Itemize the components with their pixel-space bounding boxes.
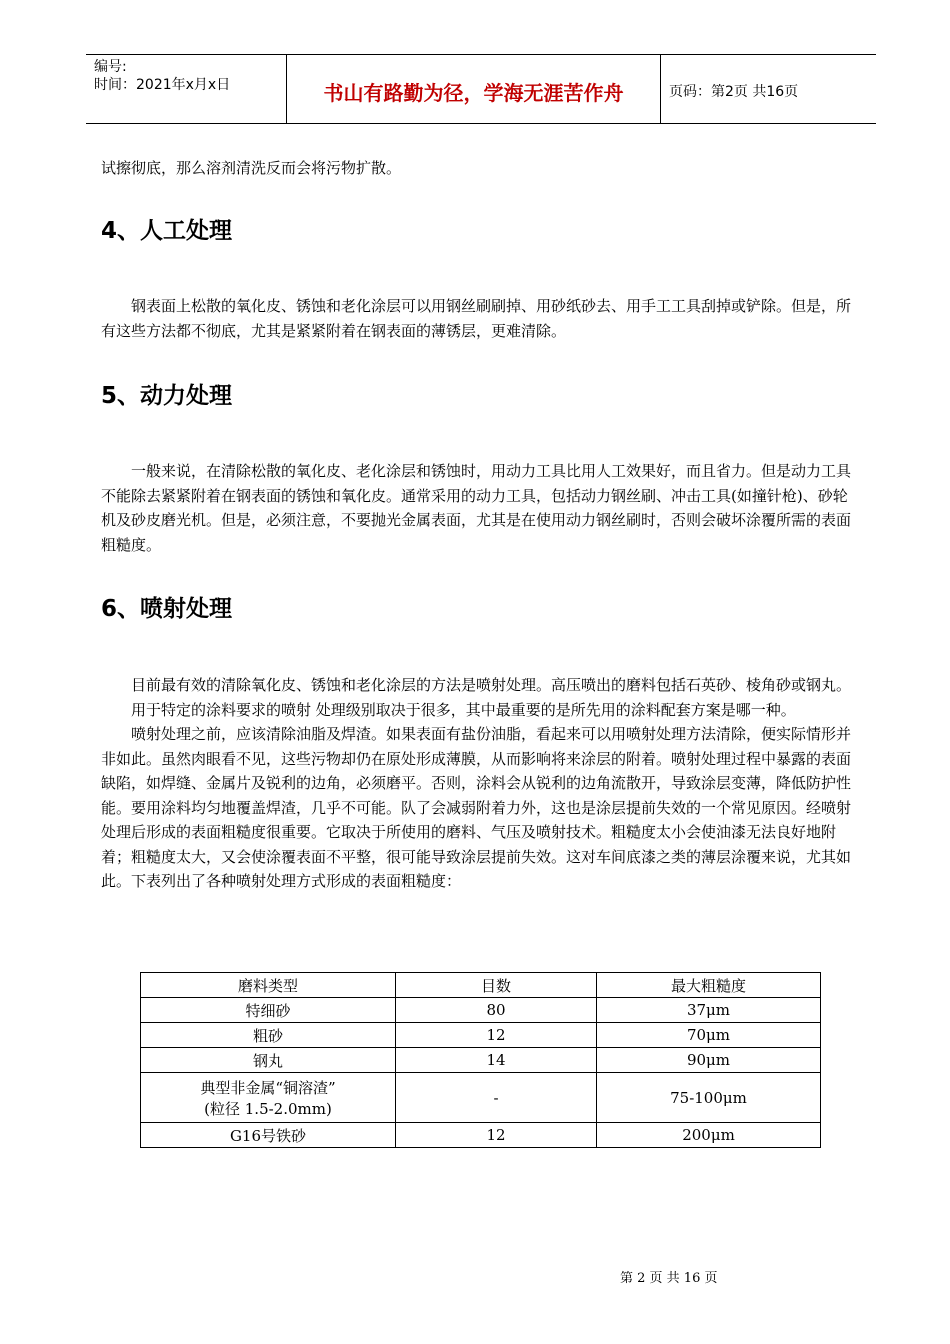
header-meta	[86, 55, 286, 123]
section-title-power: 5、动力处理	[101, 383, 233, 409]
header-page-info: 页码：第2页 共16页	[669, 84, 799, 100]
table-cell: 70μm	[597, 1023, 821, 1048]
table-cell-line: 典型非金属“铜溶渣”	[200, 1078, 336, 1097]
table-header-cell: 磨料类型	[141, 973, 396, 998]
section-paragraph: 一般来说，在清除松散的氧化皮、老化涂层和锈蚀时，用动力工具比用人工效果好，而且省力。但是动力工具不能除去紧紧附着在钢表面的锈蚀和氧化皮。通常采用的动力工具，包括动力钢丝刷、冲击工具(如撞针枪)、砂轮机及砂皮磨光机。但是，必须注意，不要抛光金属表面，尤其是在使用动力钢丝刷时，否则会破坏涂覆所需的表面粗糙度。	[101, 462, 852, 554]
intro-line: 试擦彻底，那么溶剂清洗反而会将污物扩散。	[101, 159, 402, 177]
table-row	[141, 998, 821, 1023]
number-label: 编号:	[94, 59, 127, 75]
table-cell: 特细砂	[141, 998, 396, 1023]
table-cell: 37μm	[597, 998, 821, 1023]
table-cell: 200μm	[597, 1123, 821, 1148]
page-footer: 第 2 页 共 16 页	[620, 1271, 718, 1286]
table-header-cell: 目数	[396, 973, 597, 998]
table-cell: 粗砂	[141, 1023, 396, 1048]
table-row	[141, 1123, 821, 1148]
time-label: 时间：2021年x月x日	[94, 77, 231, 93]
section-paragraph: 喷射处理之前，应该清除油脂及焊渣。如果表面有盐份油脂，看起来可以用喷射处理方法清除，便实际情形并非如此。虽然肉眼看不见，这些污物却仍在原处形成薄膜，从而影响将来涂层的附着。喷射处理过程中暴露的表面缺陷，如焊缝、金属片及锐利的边角，必须磨平。否则，涂料会从锐利的边角流散开，导致涂层变薄，降低防护性能。要用涂料均匀地覆盖焊渣，几乎不可能。队了会减弱附着力外，这也是涂层提前失效的一个常见原因。经喷射处理后形成的表面粗糙度很重要。它取决于所使用的磨料、气压及喷射技术。粗糙度太小会使油漆无法良好地附着；粗糙度太大，又会使涂覆表面不平整，很可能导致涂层提前失效。这对车间底漆之类的薄层涂覆来说，尤其如此。下表列出了各种喷射处理方式形成的表面粗糙度：	[101, 725, 852, 890]
table-cell-line: (粒径 1.5-2.0mm)	[204, 1099, 332, 1118]
table-header-row	[141, 973, 821, 998]
table-cell: 80	[396, 998, 597, 1023]
section-paragraph: 目前最有效的清除氧化皮、锈蚀和老化涂层的方法是喷射处理。高压喷出的磨料包括石英砂、棱角砂或钢丸。	[131, 676, 852, 694]
table-cell: 12	[396, 1123, 597, 1148]
table-row	[141, 1048, 821, 1073]
table-cell: 14	[396, 1048, 597, 1073]
table-cell: 90μm	[597, 1048, 821, 1073]
table-row	[141, 1023, 821, 1048]
table-cell: 75-100μm	[597, 1073, 821, 1123]
table-header-cell: 最大粗糙度	[597, 973, 821, 998]
blasting-body	[101, 673, 861, 894]
section-title-blasting: 6、喷射处理	[101, 596, 233, 622]
table-cell: 12	[396, 1023, 597, 1048]
section-paragraph: 用于特定的涂料要求的喷射 处理级别取决于很多，其中最重要的是所先用的涂料配套方案是哪一种。	[131, 700, 796, 719]
roughness-table	[140, 972, 821, 1148]
header-motto: 书山有路勤为径，学海无涯苦作舟	[286, 55, 661, 123]
table-cell: 钢丸	[141, 1048, 396, 1073]
page-header	[86, 54, 876, 124]
table-cell: G16号铁砂	[141, 1123, 396, 1148]
table-row	[141, 1073, 821, 1123]
table-cell	[141, 1073, 396, 1123]
section-title-manual: 4、人工处理	[101, 218, 233, 244]
table-cell: -	[396, 1073, 597, 1123]
section-paragraph: 钢表面上松散的氧化皮、锈蚀和老化涂层可以用钢丝刷刷掉、用砂纸砂去、用手工工具刮掉或铲除。但是，所有这些方法都不彻底，尤其是紧紧附着在钢表面的薄锈层，更难清除。	[101, 297, 852, 340]
